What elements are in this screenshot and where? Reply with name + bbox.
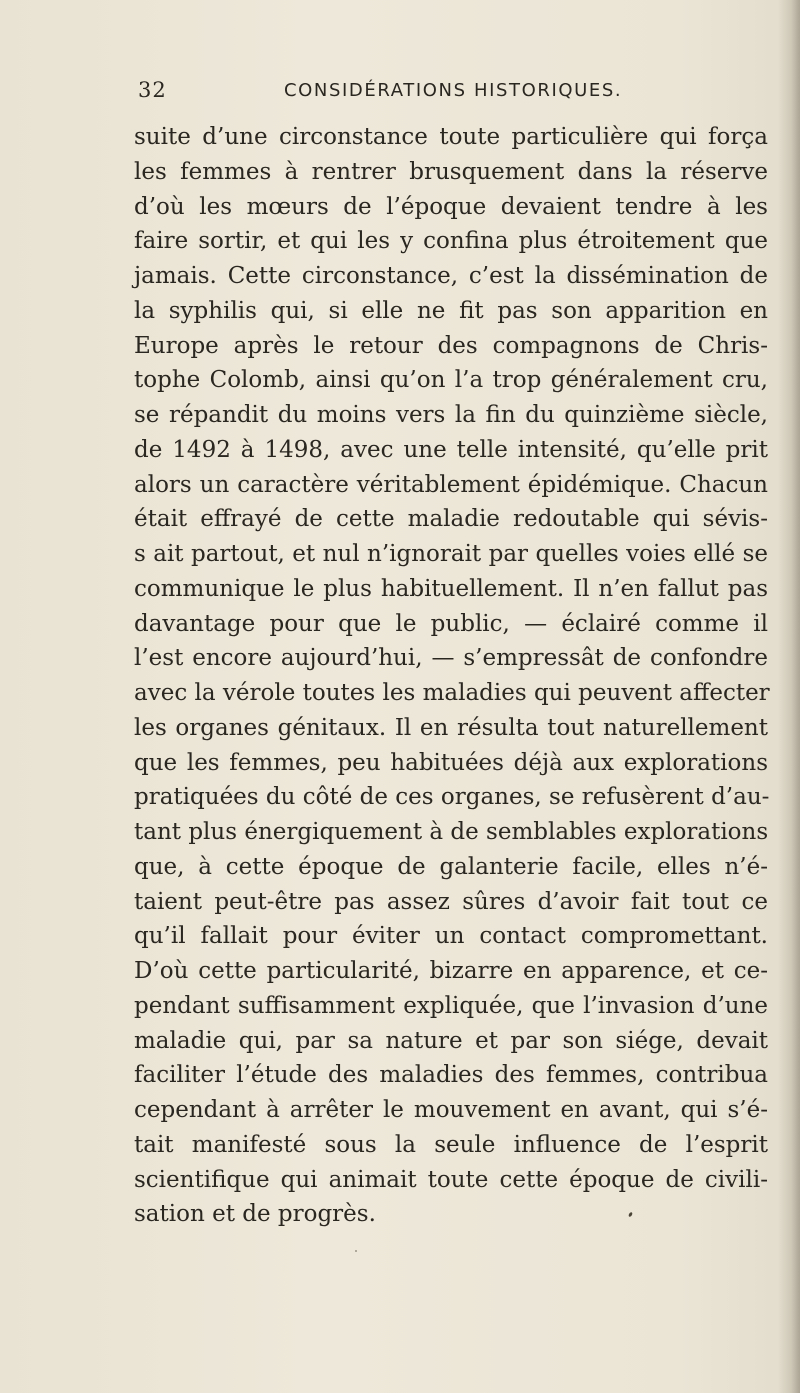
text-line: était effrayé de cette maladie redoutable qui sévis- — [134, 506, 768, 533]
text-line: que les femmes, peu habituées déjà aux explorations — [134, 749, 768, 776]
text-line: la syphilis qui, si elle ne fit pas son apparition en — [134, 297, 768, 324]
text-line: les femmes à rentrer brusquement dans la réserve — [134, 158, 768, 185]
text-line: suite d’une circonstance toute particulière qui força — [134, 124, 768, 150]
page-edge-shadow — [778, 0, 800, 1393]
text-line: tant plus énergiquement à de semblables explorations — [134, 819, 769, 845]
running-head: CONSIDÉRATIONS HISTORIQUES. — [284, 80, 623, 101]
text-line: s ait partout, et nul n’ignorait par quelles voies ellé se — [134, 541, 768, 567]
text-line: pendant suffisamment expliquée, que l’invasion d’une — [134, 992, 768, 1019]
text-line: qu’il fallait pour éviter un contact compromettant. — [134, 923, 768, 950]
body-text — [134, 120, 768, 1232]
text-line: maladie qui, par sa nature et par son siége, devait — [134, 1027, 768, 1054]
ink-speck — [355, 1250, 357, 1252]
text-line: tophe Colomb, ainsi qu’on l’a trop généralement cru, — [134, 367, 768, 394]
text-line: tait manifesté sous la seule influence de l’esprit — [134, 1131, 768, 1158]
text-line: davantage pour que le public, — éclairé comme il — [134, 610, 768, 637]
text-line: de 1492 à 1498, avec une telle intensité, qu’elle prit — [134, 436, 768, 463]
text-line: faciliter l’étude des maladies des femmes, contribua — [134, 1062, 768, 1089]
text-line-last: sation et de progrès. — [134, 1201, 376, 1228]
text-line: avec la vérole toutes les maladies qui peuvent affecter — [134, 680, 770, 706]
text-line: l’est encore aujourd’hui, — s’empressât de confondre — [134, 645, 768, 672]
text-line: pratiquées du côté de ces organes, se refusèrent d’au- — [134, 784, 770, 811]
page-number: 32 — [138, 78, 167, 102]
page-header — [0, 78, 800, 108]
text-line: d’où les mœurs de l’époque devaient tendre à les — [134, 193, 768, 220]
text-line: que, à cette époque de galanterie facile, elles n’é- — [134, 853, 768, 880]
text-line: faire sortir, et qui les y confina plus étroitement que — [134, 228, 768, 255]
text-line: communique le plus habituellement. Il n’en fallut pas — [134, 575, 768, 602]
text-line: Europe après le retour des compagnons de Chris- — [134, 332, 768, 359]
text-line: D’où cette particularité, bizarre en apparence, et ce- — [134, 958, 768, 984]
text-line: se répandit du moins vers la fin du quinzième siècle, — [134, 402, 768, 428]
text-line: cependant à arrêter le mouvement en avant, qui s’é- — [134, 1097, 768, 1123]
text-line: jamais. Cette circonstance, c’est la dissémination de — [134, 263, 768, 289]
text-line: scientifique qui animait toute cette époque de civili- — [134, 1166, 768, 1193]
text-line: taient peut-être pas assez sûres d’avoir fait tout ce — [134, 888, 768, 915]
text-line: alors un caractère véritablement épidémique. Chacun — [134, 471, 768, 498]
text-line: les organes génitaux. Il en résulta tout naturellement — [134, 714, 768, 741]
